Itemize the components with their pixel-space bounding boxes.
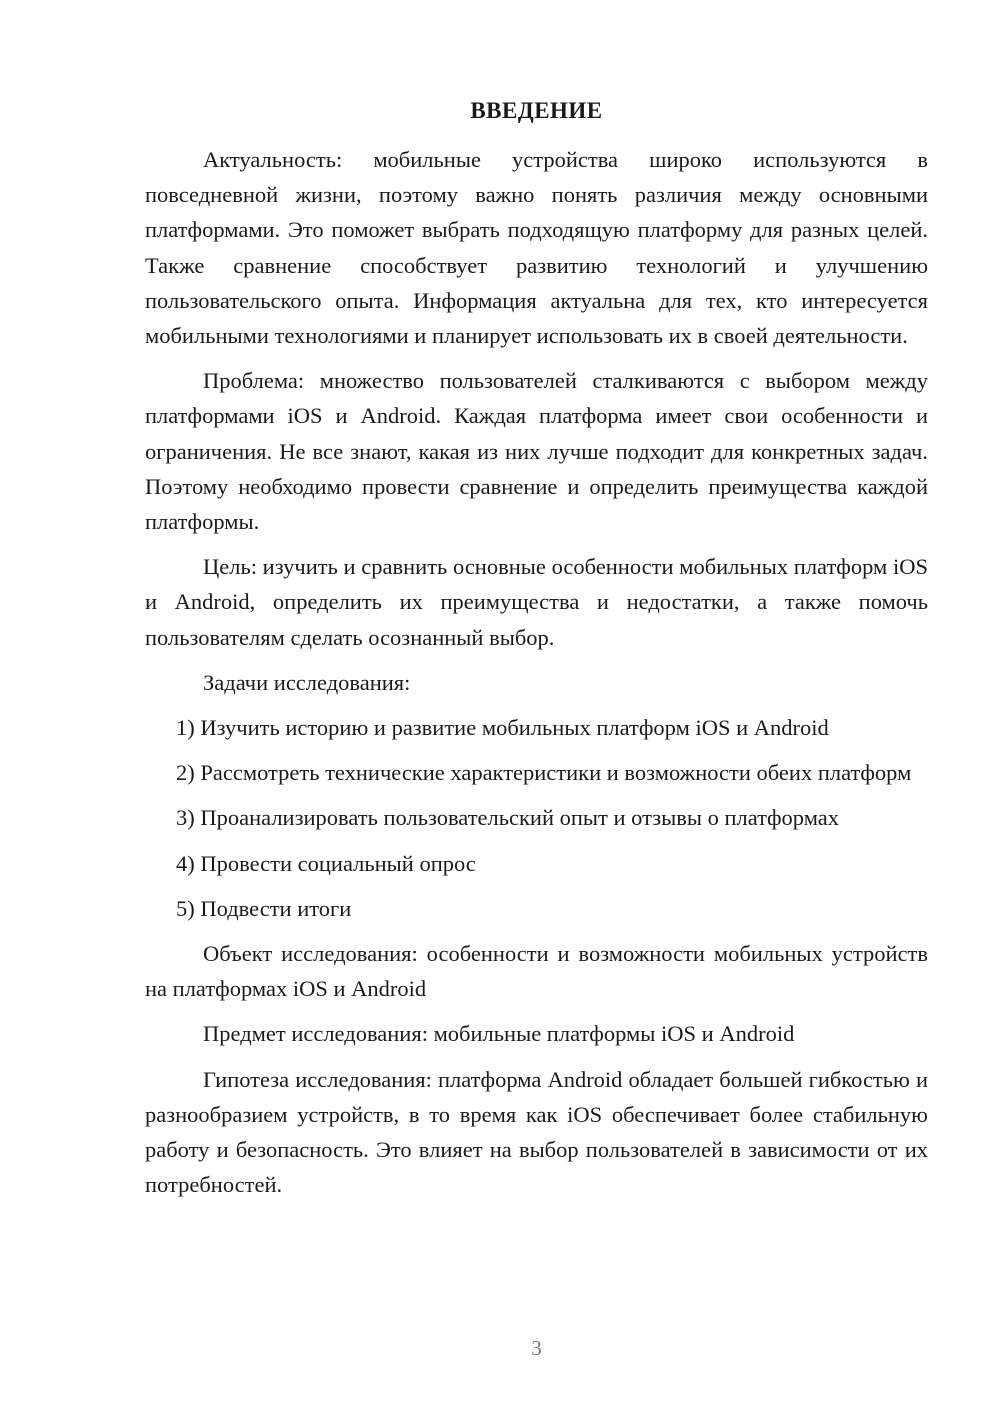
- page-title: ВВЕДЕНИЕ: [470, 98, 603, 123]
- paragraph-problem: Проблема: множество пользователей сталкиваются с выбором между платформами iOS и Android. Каждая платформа имеет свои особенности и ограничения. Не все знают, какая из них лучше подходит для конкретных задач. Поэтому необходимо провести сравнение и определить преимущества каждой платформы.: [145, 368, 928, 535]
- page-number: 3: [531, 1336, 542, 1360]
- paragraph-hypothesis: Гипотеза исследования: платформа Android обладает большей гибкостью и разнообразием устройств, в то время как iOS обеспечивает более стабильную работу и безопасность. Это влияет на выбор пользователей в зависимости от их потребностей.: [145, 1066, 928, 1198]
- task-item-3: 3) Проанализировать пользовательский опыт и отзывы о платформах: [176, 805, 840, 831]
- paragraph-tasks-heading: Задачи исследования:: [203, 669, 411, 695]
- paragraph-research-subject: Предмет исследования: мобильные платформы iOS и Android: [203, 1021, 795, 1047]
- document-page: [145, 0, 928, 1414]
- task-item-1: 1) Изучить историю и развитие мобильных платформ iOS и Android: [176, 715, 829, 741]
- task-item-4: 4) Провести социальный опрос: [176, 850, 476, 876]
- task-item-2: 2) Рассмотреть технические характеристики и возможности обеих платформ: [176, 760, 912, 786]
- paragraph-goal: Цель: изучить и сравнить основные особенности мобильных платформ iOS и Android, определить их преимущества и недостатки, а также помочь пользователям сделать осознанный выбор.: [145, 554, 928, 650]
- paragraph-research-object: Объект исследования: особенности и возможности мобильных устройств на платформах iOS и Android: [145, 941, 928, 1002]
- paragraph-relevance: Актуальность: мобильные устройства широко используются в повседневной жизни, поэтому важно понять различия между основными платформами. Это поможет выбрать подходящую платформу для разных целей. Также сравнение способствует развитию технологий и улучшению пользовательского опыта. Информация актуальна для тех, кто интересуется мобильными технологиями и планирует использовать их в своей деятельности.: [145, 147, 928, 349]
- document-body: [145, 142, 928, 1212]
- task-item-5: 5) Подвести итоги: [176, 895, 352, 921]
